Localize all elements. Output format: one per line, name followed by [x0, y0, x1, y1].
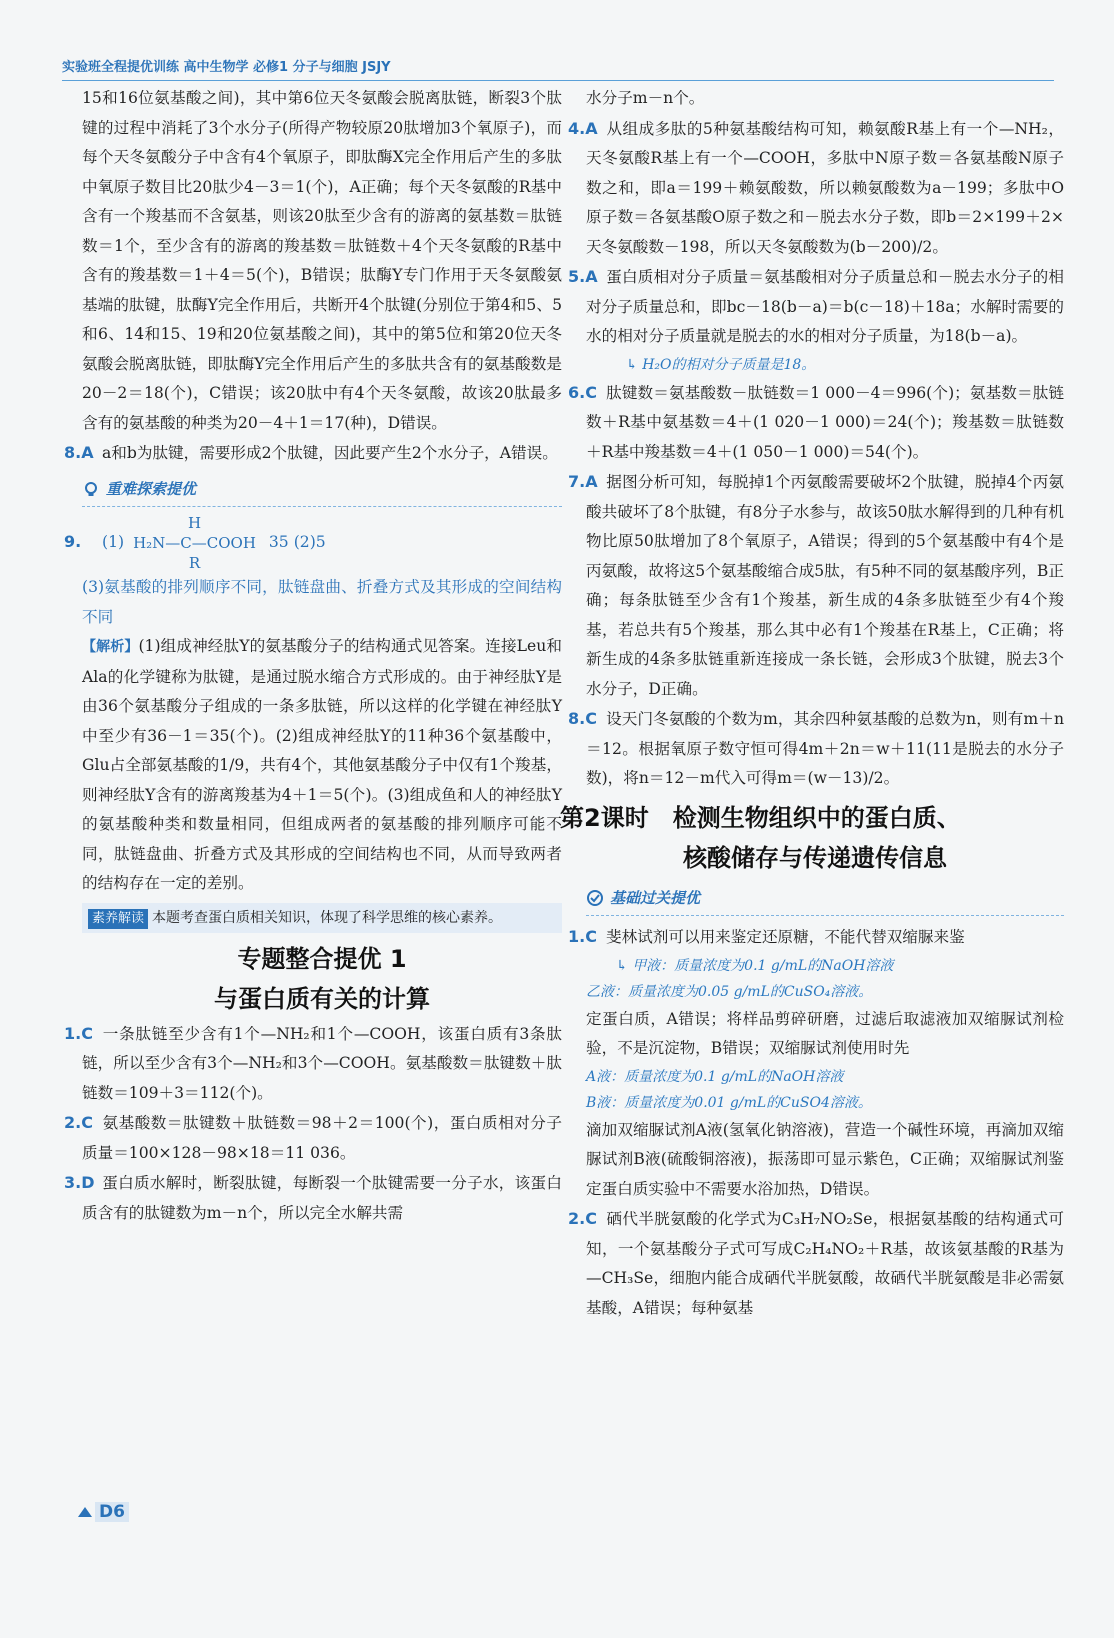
lesson-title-2: 核酸储存与传递遗传信息 — [683, 843, 947, 872]
lesson-title-1: 第2课时 检测生物组织中的蛋白质、 — [560, 803, 961, 832]
answer-text: 硒代半胱氨酸的化学式为C₃H₇NO₂Se，根据氨基酸的结构通式可知，一个氨基酸分子式可写成C₂H₄NO₂＋R基，故该氨基酸的R基为—CH₃Se，细胞内能合成硒代半胱氨酸，故硒代半胱氨酸是非必需氨基酸，A错误；每种氨基 — [586, 1210, 1064, 1317]
answer-text: 氨基酸数＝肽键数＋肽链数＝98＋2＝100(个)，蛋白质相对分子质量＝100×128－98×18＝11 036。 — [82, 1114, 562, 1162]
basic-answer-2 — [568, 1204, 1064, 1323]
answer-text: 肽键数＝氨基酸数－肽链数＝1 000－4＝996(个)；氨基数＝肽链数＋R基中氨基数＝4＋(1 020－1 000)＝24(个)；羧基数＝肽链数＋R基中羧基数＝4＋(1 050－1 000)＝54(个)。 — [586, 383, 1064, 461]
continued-text: 水分子m－n个。 — [586, 89, 705, 107]
answer-9-tail: 35 (2)5 — [268, 533, 326, 551]
note-text: 甲液：质量浓度为0.1 g/mL的NaOH溶液 — [632, 957, 894, 974]
section-title: 基础过关提优 — [610, 888, 701, 907]
answer-label: 4.A — [568, 118, 598, 138]
topic-answer-8 — [568, 704, 1064, 794]
answer-label: 3.D — [64, 1173, 95, 1192]
topic-title-1: 专题整合提优 1 — [237, 944, 407, 973]
lightbulb-icon — [82, 480, 100, 498]
answer-text: 斐林试剂可以用来鉴定还原糖，不能代替双缩脲来鉴 — [606, 928, 965, 946]
answer-label: 2.C — [568, 1209, 597, 1228]
answer-1-text-b: 定蛋白质，A错误；将样品剪碎研磨，过滤后取滤液加双缩脲试剂检验，不是沉淀物，B错误；双缩脲试剂使用时先 — [586, 1009, 1064, 1057]
answer-text: 据图分析可知，每脱掉1个丙氨酸需要破坏2个肽键，脱掉4个丙氨酸共破坏了8个肽键，有8分子水参与，故该50肽水解得到的几种有机物比原50肽增加了8个氧原子，A错误；得到的5个氨基酸中有4个是丙氨酸，故将这5个氨基酸缩合成5肽，有5种不同的氨基酸序列，B正确；每条肽链至少含有1个羧基，新生成的4条多肽链至少有4个羧基，若总共有5个羧基，那么其中必有1个羧基在R基上，C正确；将新生成的4条多肽链重新连接成一条长链，会形成3个肽键，脱去3个水分子，D正确。 — [586, 473, 1064, 698]
literacy-tag: 素养解读 — [88, 909, 148, 929]
topic-answer-7 — [568, 467, 1064, 704]
literacy-note — [82, 903, 562, 933]
topic-answer-6 — [568, 378, 1064, 468]
basic-answer-1 — [568, 922, 1064, 953]
answer-8 — [64, 438, 562, 469]
amino-acid-structure — [133, 513, 256, 573]
answer-text: 蛋白质水解时，断裂肽键，每断裂一个肽键需要一分子水，该蛋白质含有的肽键数为m－n个，所以完全水解共需 — [82, 1174, 562, 1222]
answer-label: 1.C — [64, 1023, 93, 1043]
answer-text: a和b为肽键，需要形成2个肽键，因此要产生2个水分子，A错误。 — [102, 444, 558, 462]
note-text: H₂O的相对分子质量是18。 — [642, 356, 816, 373]
answer-text: 设天门冬氨酸的个数为m，其余四种氨基酸的总数为n，则有m＋n＝12。根据氧原子数守恒可得4m＋2n＝w＋11(11是脱去的水分子数)，将n＝12－m代入可得m＝(w－13)/2。 — [586, 710, 1064, 787]
formula-top: H — [187, 514, 202, 532]
answer-label: 1.C — [568, 927, 597, 946]
answer-label: 7.A — [568, 472, 598, 491]
answer-text: 一条肽链至少含有1个—NH₂和1个—COOH，该蛋白质有3条肽链，所以至少含有3个—NH₂和3个—COOH。氨基酸数＝肽键数＋肽链数＝109＋3＝112(个)。 — [82, 1024, 562, 1102]
answer-label: 2.C — [64, 1113, 93, 1132]
literacy-text: 本题考查蛋白质相关知识，体现了科学思维的核心素养。 — [152, 909, 503, 926]
answer-9-part1: (1) — [102, 533, 125, 551]
section-basic-header — [586, 884, 1064, 917]
right-column — [560, 84, 1064, 1323]
answer-1-note-1: ↳ 甲液：质量浓度为0.1 g/mL的NaOH溶液 — [616, 957, 894, 974]
check-circle-icon — [586, 889, 604, 907]
continued-paragraph: 15和16位氨基酸之间)，其中第6位天冬氨酸会脱离肽链，断裂3个肽键的过程中消耗了3个水分子(所得产物较原20肽增加3个氧原子)，而每个天冬氨酸分子中含有4个氧原子，即肽酶X完全作用后产生的多肽中氧原子数目比20肽少4－3＝1(个)，A正确；每个天冬氨酸的R基中含有一个羧基而不含氨基，则该20肽至少含有的游离的氨基数＝肽链数＝1个，至少含有的游离的羧基数＝肽链数＋4个天冬氨酸的R基中含有的羧基数＝1＋4＝5(个)，B错误；肽酶Y专门作用于天冬氨酸氨基端的肽键，肽酶Y完全作用后，共断开4个肽键(分别位于第4和5、5和6、14和15、19和20位氨基酸之间)，其中的第5位和第20位天冬氨酸会脱离肽链，即肽酶Y完全作用后产生的多肽共含有的氨基酸数是20－2＝18(个)，C错误；该20肽中有4个天冬氨酸，故该20肽最多含有的氨基酸的种类为20－4＋1＝17(种)，D错误。 — [82, 89, 562, 432]
analysis-text: (1)组成神经肽Y的氨基酸分子的结构通式见答案。连接Leu和Ala的化学键称为肽键，是通过脱水缩合方式形成的。由于神经肽Y是由36个氨基酸分子组成的一条多肽链，所以这样的化学键在神经肽Y中至少有36－1＝35(个)。(2)组成神经肽Y的11种36个氨基酸中，Glu占全部氨基酸的1/9，共有4个，其他氨基酸分子中仅有1个羧基，则神经肽Y含有的游离羧基为4＋1＝5(个)。(3)组成鱼和人的神经肽Y的氨基酸种类和数量相同，但组成两者的氨基酸的排列顺序可能不同，肽链盘曲、折叠方式及其形成的空间结构也不同，从而导致两者的结构存在一定的差别。 — [82, 637, 563, 892]
answer-label: 8.C — [568, 709, 597, 728]
answer-label: 5.A — [568, 267, 598, 286]
formula-mid: H₂N—C—COOH — [133, 534, 256, 552]
section-hard-header — [82, 475, 562, 508]
answer-9-part3: (3)氨基酸的排列顺序不同，肽链盘曲、折叠方式及其形成的空间结构不同 — [82, 578, 562, 626]
formula-bot: R — [188, 554, 201, 572]
topic-answer-2 — [64, 1108, 562, 1168]
answer-1-note-4: B液：质量浓度为0.01 g/mL的CuSO4溶液。 — [586, 1094, 872, 1111]
left-column — [64, 84, 563, 1228]
analysis — [82, 632, 562, 899]
answer-label: 8.A — [64, 443, 94, 462]
topic-answer-1 — [64, 1019, 562, 1109]
answer-5-note: ↳ H₂O的相对分子质量是18。 — [626, 356, 816, 373]
answer-1-text-c: 滴加双缩脲试剂A液(氢氧化钠溶液)，营造一个碱性环境，再滴加双缩脲试剂B液(硫酸铜溶液)，振荡即可显示紫色，C正确；双缩脲试剂鉴定蛋白质实验中不需要水浴加热，D错误。 — [586, 1120, 1064, 1198]
section-title: 重难探索提优 — [106, 479, 197, 498]
topic-answer-5 — [568, 262, 1064, 352]
topic-answer-3 — [64, 1168, 562, 1228]
page-footer — [78, 1502, 129, 1522]
answer-9 — [64, 513, 562, 573]
answer-label: 9. — [64, 532, 82, 551]
topic-answer-4 — [568, 114, 1064, 263]
topic-title-2: 与蛋白质有关的计算 — [214, 984, 430, 1013]
answer-1-note-2: 乙液：质量浓度为0.05 g/mL的CuSO₄溶液。 — [586, 983, 873, 1000]
answer-text: 从组成多肽的5种氨基酸结构可知，赖氨酸R基上有一个—NH₂，天冬氨酸R基上有一个—COOH，多肽中N原子数＝各氨基酸N原子数之和，即a＝199＋赖氨酸数，所以赖氨酸数为a－199；多肽中O原子数＝各氨基酸O原子数之和－脱去水分子数，即b＝2×199＋2×天冬氨酸数－198，所以天冬氨酸数为(b－200)/2。 — [586, 119, 1064, 256]
answer-label: 6.C — [568, 382, 597, 402]
arrow-up-icon — [78, 1507, 92, 1517]
page-header: 实验班全程提优训练 高中生物学 必修1 分子与细胞 JSJY — [62, 58, 1054, 81]
page-number: D6 — [95, 1502, 129, 1522]
answer-1-note-3: A液：质量浓度为0.1 g/mL的NaOH溶液 — [586, 1068, 844, 1085]
analysis-tag: 【解析】 — [82, 639, 139, 655]
answer-text: 蛋白质相对分子质量＝氨基酸相对分子质量总和－脱去水分子的相对分子质量总和，即bc－18(b－a)＝b(c－18)＋18a；水解时需要的水的相对分子质量就是脱去的水的相对分子质量，为18(b－a)。 — [586, 268, 1064, 345]
